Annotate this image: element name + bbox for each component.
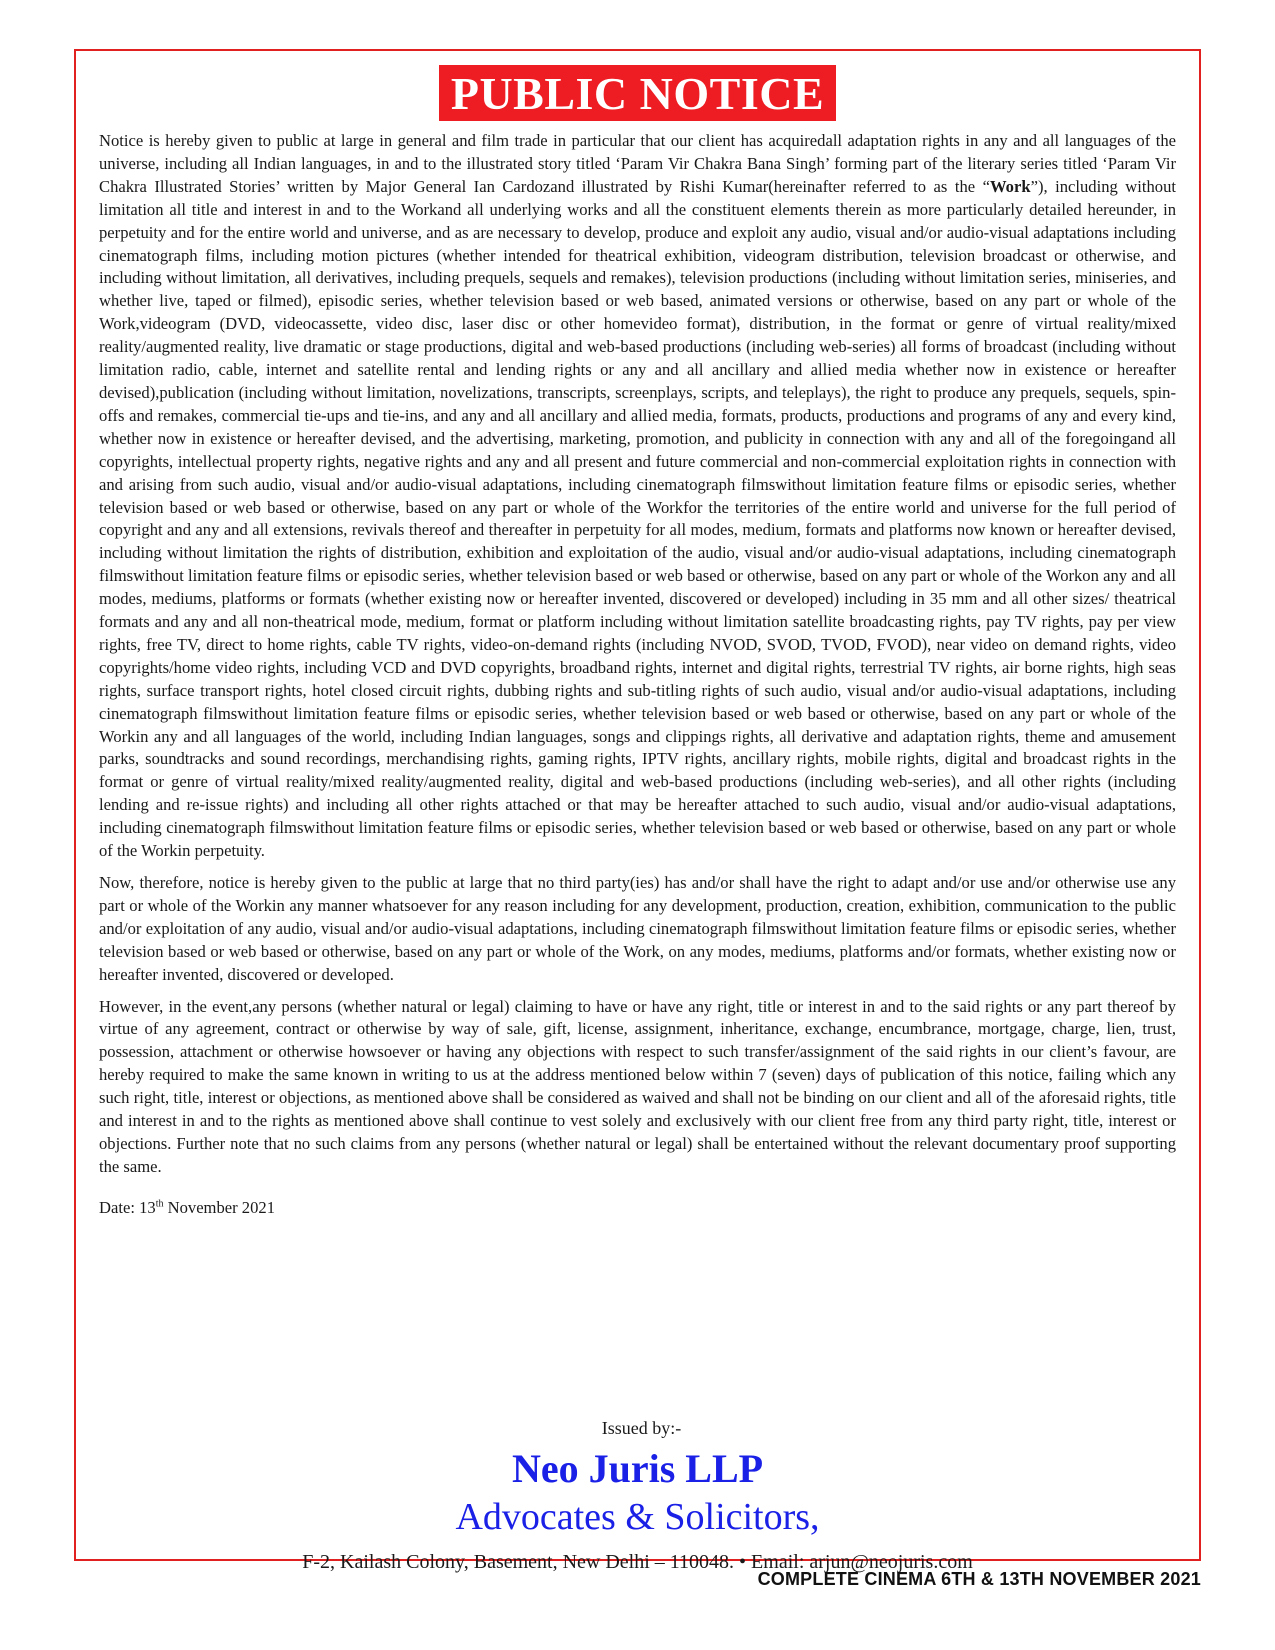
publication-footer: COMPLETE CINEMA 6TH & 13TH NOVEMBER 2021 — [757, 1569, 1201, 1589]
issuer-block — [76, 1416, 1199, 1576]
title-wrap — [76, 65, 1199, 121]
date-prefix: Date: 13 — [99, 1197, 156, 1217]
date-line — [99, 1197, 1176, 1220]
notice-body — [99, 130, 1176, 1229]
date-ordinal: th — [155, 1198, 164, 1210]
paragraph-1-rest: ”), including without limitation all title and interest in and to the Workand all underlying works and all the constituent elements therein as more particularly detailed hereunder, in perpetuity and for the entire world and universe, and as are necessary to develop, produce and exploit any audio, visual and/or audio-visual adaptations including cinematograph films, including motion pictures (whether intended for theatrical exhibition, videogram distribution, television broadcast or otherwise, and including without limitation, all derivatives, including prequels, sequels and remakes), television productions (including without limitation series, miniseries, and whether live, taped or filmed), episodic series, whether television based or web based, animated versions or otherwise, based on any part or whole of the Work,videogram (DVD, videocassette, video disc, laser disc or other homevideo format), distribution, in the format or genre of virtual reality/mixed reality/augmented reality, live dramatic or stage productions, digital and web-based productions (including web-series) all forms of broadcast (including without limitation radio, cable, internet and satellite rental and lending rights or any and all ancillary and allied media whether now in existence or hereafter devised),publication (including without limitation, novelizations, transcripts, screenplays, scripts, and teleplays), the right to produce any prequels, sequels, spin-offs and remakes, commercial tie-ups and tie-ins, and any and all ancillary and allied media, formats, products, productions and programs of any and every kind, whether now in existence or hereafter devised, and the advertising, marketing, promotion, and publicity in connection with any and all of the foregoingand all copyrights, intellectual property rights, negative rights and any and all present and future commercial and non-commercial exploitation rights in connection with and arising from such audio, visual and/or audio-visual adaptations, including cinematograph filmswithout limitation feature films or episodic series, whether television based or web based or otherwise, based on any part or whole of the Workfor the territories of the entire world and universe for the full period of copyright and any and all extensions, revivals thereof and thereafter in perpetuity for all modes, medium, formats and platforms now known or hereafter devised, including without limitation the rights of distribution, exhibition and exploitation of the audio, visual and/or audio-visual adaptations, including cinematograph filmswithout limitation feature films or episodic series, whether television based or web based or otherwise, based on any part or whole of the Workon any and all modes, mediums, platforms or formats (whether existing now or hereafter invented, discovered or developed) including in 35 mm and all other sizes/ theatrical formats and any and all non-theatrical mode, medium, format or platform including without limitation satellite broadcasting rights, pay TV rights, pay per view rights, free TV, direct to home rights, cable TV rights, video-on-demand rights (including NVOD, SVOD, TVOD, FVOD), near video on demand rights, video copyrights/home video rights, including VCD and DVD copyrights, broadband rights, internet and digital rights, terrestrial TV rights, air borne rights, high seas rights, surface transport rights, hotel closed circuit rights, dubbing rights and sub-titling rights of such audio, visual and/or audio-visual adaptations, including cinematograph filmswithout limitation feature films or episodic series, whether television based or web based or otherwise, based on any part or whole of the Workin any and all languages of the world, including Indian languages, songs and clippings rights, all derivative and adaptation rights, theme and amusement parks, soundtracks and sound recordings, merchandising rights, gaming rights, IPTV rights, ancillary rights, mobile rights, digital and broadcast rights in the format or genre of virtual reality/mixed reality/augmented reality, digital and web-based productions (including web-series), and all other rights (including lending and re-issue rights) and including all other rights attached or that may be hereafter attached to such audio, visual and/or audio-visual adaptations, including cinematograph filmswithout limitation feature films or episodic series, whether television based or web based or otherwise, based on any part or whole of the Workin perpetuity. — [99, 176, 1176, 861]
firm-subtitle: Advocates & Solicitors, — [455, 1496, 820, 1538]
paragraph-1-start: Notice is hereby given to public at large in general and film trade in particular that our client has acquiredall adaptation rights in any and all languages of the universe, including all Indian languages, in and to the illustrated story titled ‘Param Vir Chakra Bana Singh’ forming part of the literary series titled ‘Param Vir Chakra Illustrated Stories’ written by Major General Ian Cardozand illustrated by Rishi Kumar(hereinafter referred to as the “ — [99, 131, 1176, 196]
work-term: Work — [990, 176, 1031, 196]
paragraph-1 — [99, 130, 1176, 863]
notice-title: PUBLIC NOTICE — [439, 65, 836, 121]
date-suffix: November 2021 — [163, 1197, 275, 1217]
paragraph-3: However, in the event,any persons (whether natural or legal) claiming to have or have any right, title or interest in and to the said rights or any part thereof by virtue of any agreement, contract or otherwise by way of sale, gift, license, assignment, inheritance, exchange, encumbrance, mortgage, charge, lien, trust, possession, attachment or otherwise howsoever or having any objections with respect to such transfer/assignment of the said rights in our client’s favour, are hereby required to make the same known in writing to us at the address mentioned below within 7 (seven) days of publication of this notice, failing which any such right, title, interest or objections, as mentioned above shall be considered as waived and shall not be binding on our client and all of the aforesaid rights, title and interest in and to the rights as mentioned above shall continue to vest solely and exclusively with our client free from any third party right, title, interest or objections. Further note that no such claims from any persons (whether natural or legal) shall be entertained without the relevant documentary proof supporting the same. — [99, 996, 1176, 1176]
paragraph-2: Now, therefore, notice is hereby given to the public at large that no third party(ies) has and/or shall have the right to adapt and/or use and/or otherwise use any part or whole of the Workin any manner whatsoever for any reason including for any development, production, creation, exhibition, communication to the public and/or exploitation of any audio, visual and/or audio-visual adaptations, including cinematograph filmswithout limitation feature films or episodic series, whether television based or web based or otherwise, based on any part or whole of the Work, on any modes, mediums, platforms and/or formats, whether existing now or hereafter invented, discovered or developed. — [99, 873, 1176, 984]
firm-name: Neo Juris LLP — [511, 1446, 764, 1491]
firm-address: F-2, Kailash Colony, Basement, New Delhi – 110048. • Email: arjun@neojuris.com — [302, 1551, 973, 1573]
issued-by-label: Issued by:- — [601, 1418, 682, 1438]
notice-frame — [74, 49, 1201, 1573]
